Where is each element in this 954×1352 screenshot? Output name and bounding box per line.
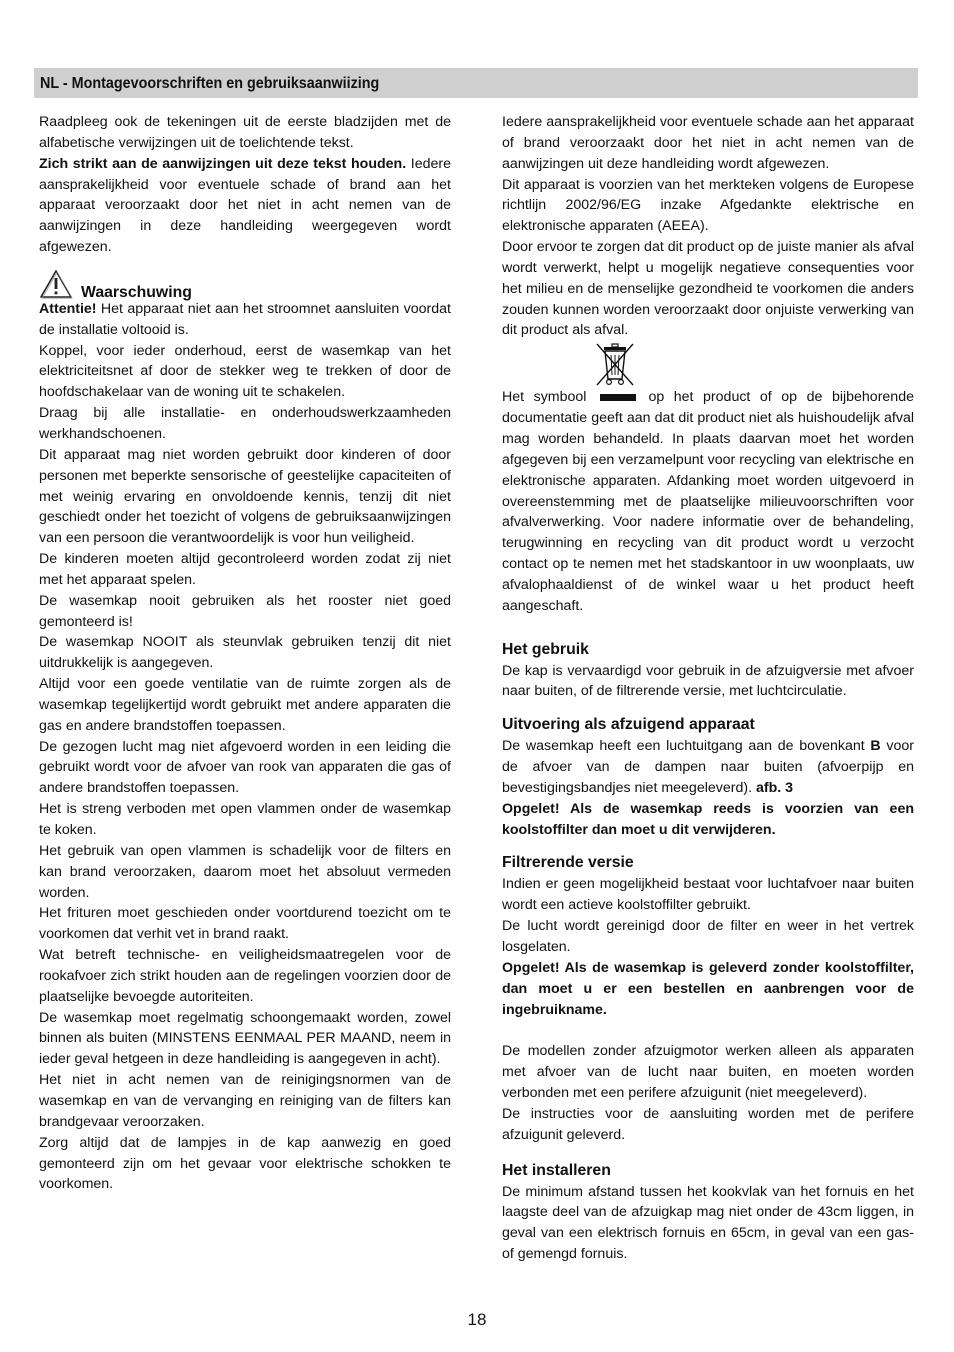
intro-paragraph-2: [39, 154, 451, 258]
filter-paragraph-3: De modellen zonder afzuigmotor werken alleen als apparaten met afvoer van de lucht naar buiten, en moeten worden verbonden met een perifere afzuigunit (niet meegeleverd).: [502, 1043, 914, 1102]
warning-paragraph: De wasemkap NOOIT als steunvlak gebruiken tenzij dit niet uitdrukkelijk is aangegeven.: [39, 634, 451, 672]
install-heading: Het installeren: [502, 1161, 611, 1179]
afzuig-heading: Uitvoering als afzuigend apparaat: [502, 716, 755, 734]
filter-paragraph-4: De instructies voor de aansluiting worden met de perifere afzuigunit geleverd.: [502, 1105, 914, 1143]
disposal-paragraph: Door ervoor te zorgen dat dit product op de juiste manier als afval wordt verwerkt, helpt u mogelijk negatieve consequenties voor het milieu en de menselijke gezondheid te voorkomen die anders zouden kunnen worden veroorzaakt door onjuiste verwerking van dit product als afval.: [502, 239, 914, 339]
intro-text: Raadpleeg ook de tekeningen uit de eerste bladzijden met de alfabetische verwijzingen uit de toelichtende tekst.: [39, 114, 451, 151]
warning-paragraph: Draag bij alle installatie- en onderhoudswerkzaamheden werkhandschoenen.: [39, 405, 451, 442]
intro-text-2: Iedere aansprakelijkheid voor eventuele schade of brand aan het apparaat veroorzaakt door het niet in acht nemen van de aanwijzingen in deze handleiding weergegeven wordt afgewezen.: [39, 155, 452, 256]
attentie-paragraph: [39, 299, 451, 341]
right-column: [502, 112, 914, 1265]
afzuig-text-1: De wasemkap heeft een luchtuitgang aan de bovenkant: [502, 738, 871, 755]
weee-symbol-row: [502, 341, 914, 387]
filter-paragraph-2: De lucht wordt gereinigd door de filter en weer in het vertrek losgelaten.: [502, 918, 914, 955]
attentie-label: Attentie!: [39, 300, 97, 317]
afzuig-text-2: voor de afvoer van de dampen naar buiten (afvoerpijp en bevestigingsbandjes niet meegeleverd).: [502, 738, 914, 796]
left-column: [39, 112, 451, 1195]
crossed-out-wheelie-bin-icon: [594, 341, 636, 387]
filter-heading: Filtrerende versie: [502, 854, 634, 872]
warning-triangle-icon: [39, 269, 73, 299]
section-title: NL - Montagevoorschriften en gebruiksaanwiizing: [40, 75, 380, 92]
afzuig-paragraph: [502, 736, 914, 799]
warning-paragraph: Het gebruik van open vlammen is schadelijk voor de filters en kan brand veroorzaken, daarom moet het absoluut vermeden worden.: [39, 842, 451, 901]
liability-paragraph: Iedere aansprakelijkheid voor eventuele schade aan het apparaat of brand veroorzaakt door het niet in acht nemen van de aanwijzingen uit deze handleiding wordt afgewezen.: [502, 114, 914, 172]
warning-paragraph: De gezogen lucht mag niet afgevoerd worden in een leiding die gebruikt wordt voor de afvoer van rook van apparaten die gas of andere brandstoffen toepassen.: [39, 738, 451, 797]
warning-paragraph: Het is streng verboden met open vlammen onder de wasemkap te koken.: [39, 801, 451, 838]
warning-paragraph: Koppel, voor ieder onderhoud, eerst de wasemkap van het elektriciteitsnet af door de stekker weg te trekken of door de hoofdschakelaar van de woning uit te schakelen.: [39, 342, 451, 401]
warning-paragraph: Zorg altijd dat de lampjes in de kap aanwezig en goed gemonteerd zijn om het gevaar voor elektrische schokken te voorkomen.: [39, 1134, 451, 1193]
filter-warning: Opgelet! Als de wasemkap is geleverd zonder koolstoffilter, dan moet u er een bestellen en aanbrengen voor de ingebruikname.: [502, 959, 914, 1018]
afzuig-warning: Opgelet! Als de wasemkap reeds is voorzien van een koolstoffilter dan moet u dit verwijderen.: [502, 800, 914, 838]
install-paragraph: De minimum afstand tussen het kookvlak van het fornuis en het laagste deel van de afzuigkap mag niet onder de 43cm liggen, in geval van een elektrisch fornuis en 65cm, in geval van een gas- of gemengd fornuis.: [502, 1183, 914, 1263]
warning-paragraph: De kinderen moeten altijd gecontroleerd worden zodat zij niet met het apparaat spelen.: [39, 551, 451, 588]
figure-reference: afb. 3: [755, 779, 794, 796]
filter-paragraph-1: Indien er geen mogelijkheid bestaat voor luchtafvoer naar buiten wordt een actieve koolstoffilter gebruikt.: [502, 876, 914, 914]
warning-paragraph: Het niet in acht nemen van de reinigingsnormen van de wasemkap en van de vervanging en reiniging van de filters kan brandgevaar veroorzaken.: [39, 1072, 451, 1130]
symbol-paragraph: [502, 387, 914, 616]
warning-title: Waarschuwing: [81, 283, 192, 301]
page-number: 18: [467, 1310, 487, 1329]
warning-paragraph: Dit apparaat mag niet worden gebruikt door kinderen of door personen met beperkte sensorische of geestelijke capaciteiten of met weinig ervaring en onvoldoende kennis, tenzij dit niet geschiedt onder het toezicht of volgens de gebruiksaanwijzingen van een persoon die verantwoordelijk is voor hun veiligheid.: [39, 446, 451, 547]
warning-paragraph: Het frituren moet geschieden onder voortdurend toezicht om te voorkomen dat verhit vet in brand raakt.: [39, 905, 451, 943]
section-header-bar: [34, 68, 918, 98]
gebruik-paragraph: De kap is vervaardigd voor gebruik in de afzuigversie met afvoer naar buiten, of de filtrerende versie, met luchtcirculatie.: [502, 662, 914, 700]
intro-bold-text: Zich strikt aan de aanwijzingen uit deze tekst houden.: [39, 155, 407, 172]
symbol-text-pre: Het symbool: [502, 389, 587, 406]
afzuig-outlet-label: B: [870, 738, 881, 755]
warning-paragraph: Altijd voor een goede ventilatie van de ruimte zorgen als de wasemkap tegelijkertijd wordt gebruikt met andere apparaten die gas en andere brandstoffen toepassen.: [39, 676, 451, 734]
weee-directive-paragraph: Dit apparaat is voorzien van het merkteken volgens de Europese richtlijn 2002/96/EG inzake Afgedankte elektrische en elektronische apparaten (AEEA).: [502, 176, 914, 235]
symbol-text-post: op het product of op de bijbehorende documentatie geeft aan dat dit product niet als huishoudelijk afval mag worden behandeld. In plaats daarvan moet het worden afgegeven bij een verzamelpunt voor recycling van elektrische en elektronische apparaten. Afdanking moet worden uitgevoerd in overeenstemming met de plaatselijke milieuvoorschriften voor afvalverwerking. Voor nadere informatie over de behandeling, terugwinning en recycling van dit product wordt u verzocht contact op te nemen met het stadskantoor in uw woonplaats, uw afvalophaaldienst of de winkel waar u het product heeft aangeschaft.: [502, 389, 914, 614]
warning-paragraph: Wat betreft technische- en veiligheidsmaatregelen voor de rookafvoer zich strikt houden aan de regelingen voorzien door de plaatselijke bevoegde autoriteiten.: [39, 947, 451, 1005]
warning-paragraph: De wasemkap nooit gebruiken als het rooster niet goed gemonteerd is!: [39, 592, 451, 630]
warning-heading: [39, 263, 451, 299]
intro-paragraph: [39, 112, 451, 154]
weee-bar-icon: [600, 394, 636, 401]
gebruik-heading: Het gebruik: [502, 640, 589, 658]
attentie-text: Het apparaat niet aan het stroomnet aansluiten voordat de installatie voltooid is.: [39, 300, 451, 338]
warning-paragraph: De wasemkap moet regelmatig schoongemaakt worden, zowel binnen als buiten (MINSTENS EENMAAL PER MAAND, neem in ieder geval hetgeen in deze handleiding is aangegeven in acht).: [39, 1009, 451, 1068]
